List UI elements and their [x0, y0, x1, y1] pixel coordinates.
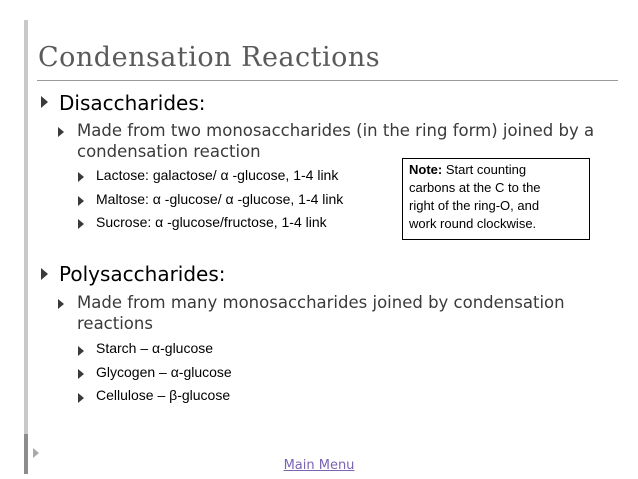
bullet-triangle-icon [78, 393, 84, 403]
disaccharides-description-line1: Made from two monosaccharides (in the ring form) joined by a [77, 121, 595, 140]
note-label: Note: [409, 162, 443, 177]
bullet-triangle-icon [58, 127, 64, 137]
list-item-lactose: Lactose: galactose/ α -glucose, 1-4 link [96, 167, 339, 183]
note-box [402, 158, 590, 240]
list-item-starch: Starch – α-glucose [96, 340, 214, 356]
polysaccharides-heading: Polysaccharides: [59, 262, 226, 286]
main-menu-link[interactable]: Main Menu [283, 458, 355, 473]
polysaccharides-description-line1: Made from many monosaccharides joined by condensation [77, 293, 565, 312]
title-divider [37, 80, 618, 81]
bullet-triangle-icon [41, 96, 48, 108]
bullet-triangle-icon [41, 268, 48, 280]
list-item-maltose: Maltose: α -glucose/ α -glucose, 1-4 link [96, 191, 344, 207]
list-item-glycogen: Glycogen – α-glucose [96, 364, 232, 380]
bullet-triangle-icon [78, 346, 84, 356]
bullet-triangle-icon [58, 299, 64, 309]
list-item-sucrose: Sucrose: α -glucose/fructose, 1-4 link [96, 214, 327, 230]
slide-nav-arrow-icon [33, 448, 39, 458]
bullet-triangle-icon [78, 172, 84, 182]
left-accent-bar [24, 20, 28, 434]
bullet-triangle-icon [78, 219, 84, 229]
note-line2: carbons at the C to the [409, 180, 541, 195]
bullet-triangle-icon [78, 369, 84, 379]
note-line1: Start counting [442, 162, 527, 177]
bullet-triangle-icon [78, 196, 84, 206]
disaccharides-description-line2: condensation reaction [77, 142, 261, 161]
list-item-cellulose: Cellulose – β-glucose [96, 387, 231, 403]
polysaccharides-description-line2: reactions [77, 314, 153, 333]
note-line4: work round clockwise. [409, 216, 537, 231]
note-line3: right of the ring-O, and [409, 198, 540, 213]
slide-title: Condensation Reactions [38, 42, 381, 73]
disaccharides-heading: Disaccharides: [59, 91, 206, 115]
